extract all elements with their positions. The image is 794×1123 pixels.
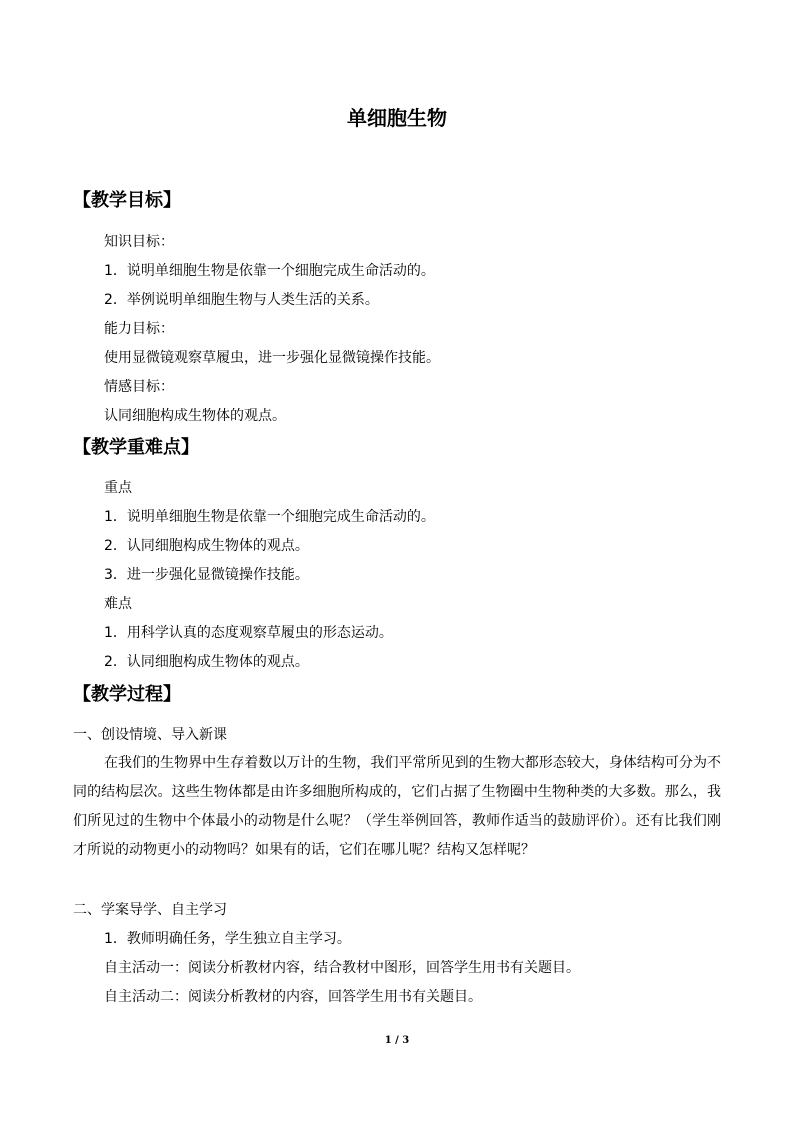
objective-line: 1．说明单细胞生物是依靠一个细胞完成生命活动的。 [104,263,435,279]
key-point-line: 1．说明单细胞生物是依靠一个细胞完成生命活动的。 [104,509,435,525]
objective-line: 使用显微镜观察草履虫，进一步强化显微镜操作技能。 [104,350,440,366]
process-line: 1．教师明确任务，学生独立自主学习。 [104,931,351,947]
intro-paragraph: 在我们的生物界中生存着数以万计的生物，我们平常所见到的生物大都形态较大，身体结构可分为不同的结构层次。这些生物体都是由许多细胞所构成的，它们占据了生物圈中生物种类的大多数。那么，我们所见过的生物中个体最小的动物是什么呢？（学生举例回答，教师作适当的鼓励评价）。还有比我们刚才所说的动物更小的动物吗？如果有的话，它们在哪儿呢？结构又怎样呢？ [73,755,721,858]
objective-line: 知识目标： [104,234,174,250]
objective-line: 2．举例说明单细胞生物与人类生活的关系。 [104,292,379,308]
process-subheading: 二、学案导学、自主学习 [73,902,227,918]
objective-line: 能力目标： [104,321,174,337]
key-point-line: 重点 [104,480,132,496]
section-heading-objectives: 【教学目标】 [73,190,181,211]
objective-line: 情感目标： [104,379,174,395]
key-point-line: 3．进一步强化显微镜操作技能。 [104,567,309,583]
page-number: 1 / 3 [384,1035,410,1046]
key-point-line: 难点 [104,596,132,612]
key-point-line: 1．用科学认真的态度观察草履虫的形态运动。 [104,625,393,641]
process-subheading: 一、创设情境、导入新课 [73,727,227,743]
process-line: 自主活动一：阅读分析教材内容，结合教材中图形，回答学生用书有关题目。 [104,960,580,976]
objective-line: 认同细胞构成生物体的观点。 [104,408,286,424]
key-point-line: 2．认同细胞构成生物体的观点。 [104,654,309,670]
section-heading-process: 【教学过程】 [73,684,181,705]
key-point-line: 2．认同细胞构成生物体的观点。 [104,538,309,554]
page-title: 单细胞生物 [347,106,447,130]
process-line: 自主活动二：阅读分析教材的内容，回答学生用书有关题目。 [104,989,482,1005]
section-heading-key-points: 【教学重难点】 [73,437,199,458]
